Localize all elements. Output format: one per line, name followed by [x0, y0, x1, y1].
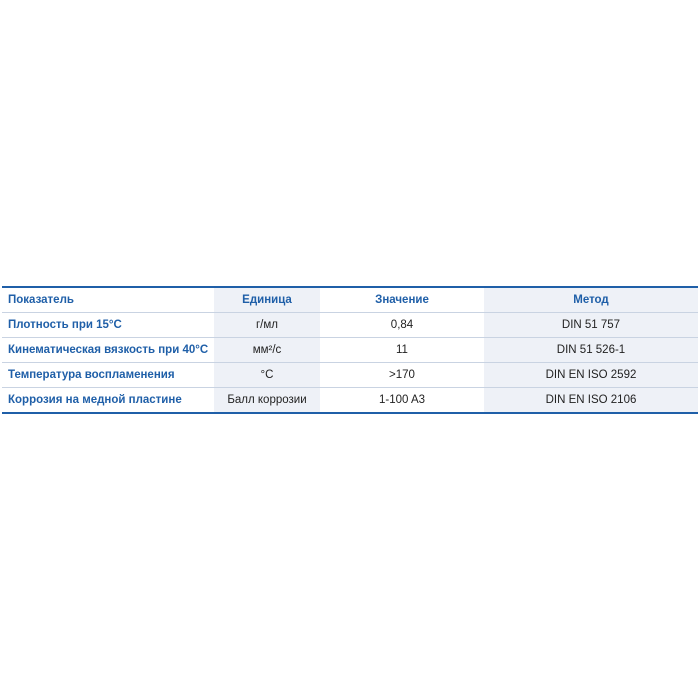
table-row	[2, 363, 698, 388]
header-method: Метод	[484, 287, 698, 313]
cell-parameter: Плотность при 15°C	[2, 313, 214, 338]
cell-unit: Балл коррозии	[214, 388, 320, 414]
table-row	[2, 313, 698, 338]
cell-parameter: Коррозия на медной пластине	[2, 388, 214, 414]
cell-value: >170	[320, 363, 484, 388]
cell-method: DIN EN ISO 2592	[484, 363, 698, 388]
specifications-table	[2, 286, 698, 414]
cell-unit: мм²/с	[214, 338, 320, 363]
cell-unit: °C	[214, 363, 320, 388]
header-value: Значение	[320, 287, 484, 313]
header-parameter: Показатель	[2, 287, 214, 313]
cell-method: DIN 51 757	[484, 313, 698, 338]
cell-method: DIN EN ISO 2106	[484, 388, 698, 414]
cell-parameter: Кинематическая вязкость при 40°C	[2, 338, 214, 363]
cell-unit: г/мл	[214, 313, 320, 338]
cell-value: 11	[320, 338, 484, 363]
cell-value: 1-100 A3	[320, 388, 484, 414]
header-unit: Единица	[214, 287, 320, 313]
table-header-row	[2, 287, 698, 313]
cell-value: 0,84	[320, 313, 484, 338]
table-row	[2, 338, 698, 363]
cell-parameter: Температура воспламенения	[2, 363, 214, 388]
cell-method: DIN 51 526-1	[484, 338, 698, 363]
table-row	[2, 388, 698, 414]
